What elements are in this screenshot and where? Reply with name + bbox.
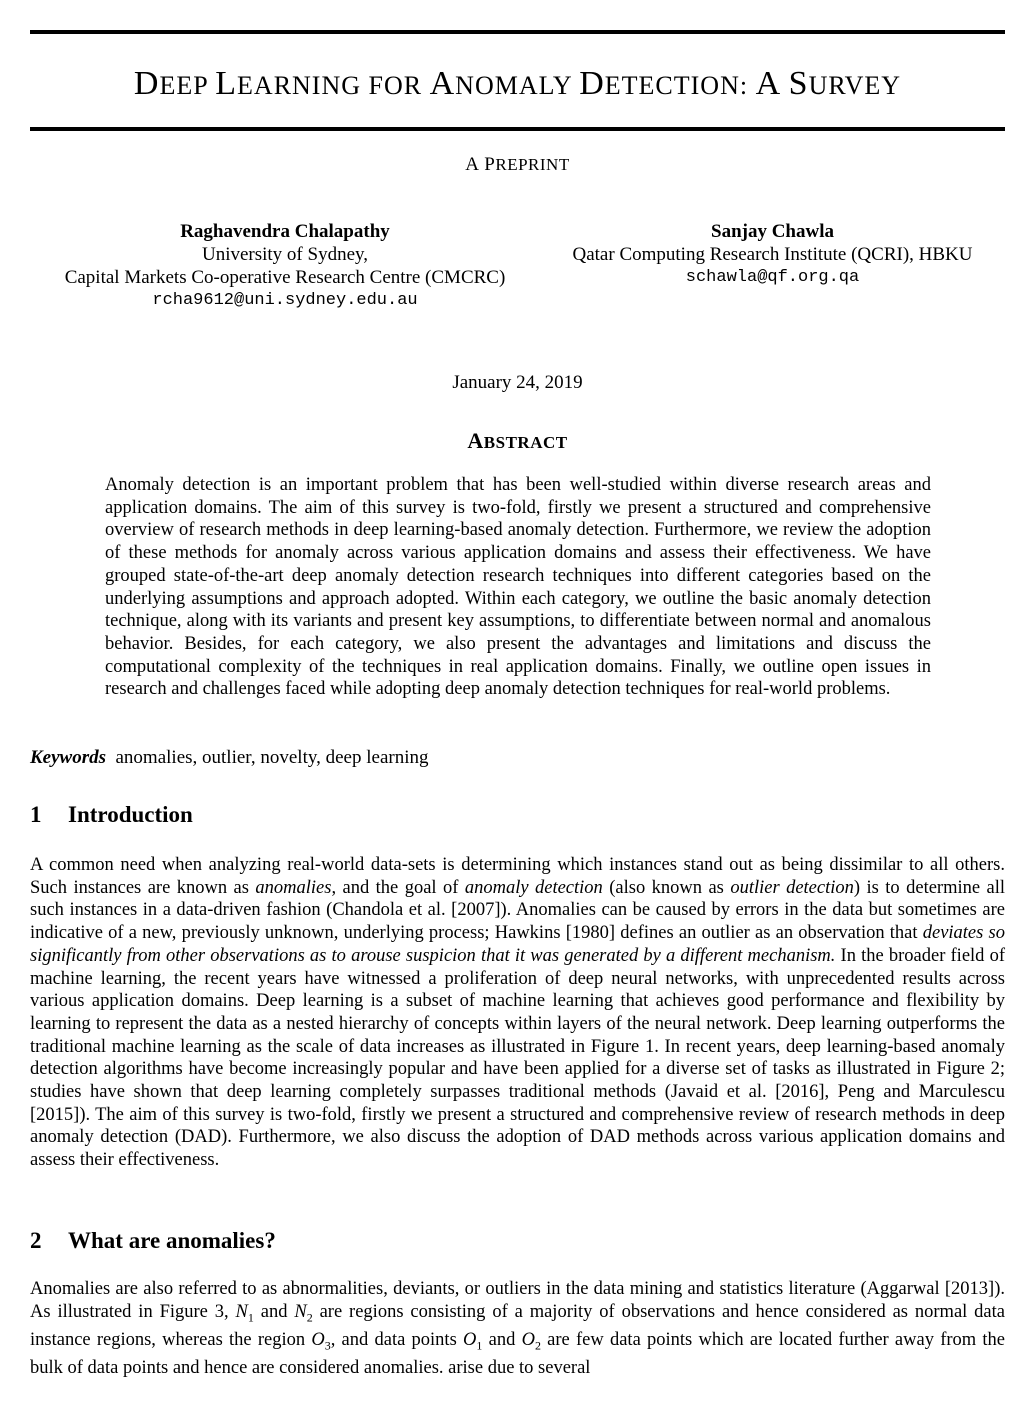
- math-var: N: [294, 1301, 307, 1322]
- paper-date: January 24, 2019: [452, 372, 583, 393]
- preprint-text: REPRINT: [495, 155, 570, 174]
- para-text: (also known as: [602, 877, 731, 898]
- para-text: Anomalies are also referred to as abnormalities, deviants, or outliers in the data mining and statistics literature (Aggarwal [2013]). As illustrated in Figure 3,: [30, 1279, 1005, 1322]
- emphasis-text: anomaly detection: [464, 877, 603, 898]
- para-text: are few data points which are located further away from the bulk of data points and hence are considered anomalies. arise due to several: [30, 1330, 1005, 1379]
- math-subscript: 1: [476, 1338, 483, 1353]
- para-text: A common need when analyzing real-world data-sets is determining which instances stand out as being dissimilar to all others. Such instances are known as: [30, 855, 1005, 898]
- keywords-text: anomalies, outlier, novelty, deep learning: [115, 747, 429, 768]
- math-symbol: [235, 1301, 254, 1325]
- title-char: L: [215, 65, 238, 102]
- anomalies-paragraph: [30, 1278, 1005, 1380]
- emphasis-text: deviates so significantly from other observations as to arouse suspicion that it was generated by a different mechanism.: [30, 923, 1005, 966]
- top-rule: [30, 30, 1005, 34]
- section-number: 1: [30, 802, 42, 827]
- math-subscript: 1: [247, 1310, 254, 1325]
- para-text: In the broader field of machine learning, the recent years have witnessed a proliferation of deep neural networks, with unprecedented results across various application domains. Deep learning is a subset of machine learning that achieves good performance and flexibility by learning to represent the data as a nested hierarchy of concepts within layers of the neural network. Deep learning outperforms the traditional machine learning as the scale of data increases as illustrated in Figure 1. In recent years, deep learning-based anomaly detection algorithms have become increasingly popular and have been applied for a diverse set of tasks as illustrated in Figure 2; studies have shown that deep learning completely surpasses traditional methods (Javaid et al. [2016], Peng and Marculescu [2015]). The aim of this survey is two-fold, firstly we present a structured and comprehensive review of research methods in deep anomaly detection (DAD). Furthermore, we also discuss the adoption of DAD methods across various application domains and assess their effectiveness.: [30, 945, 1005, 1171]
- author-block-1: [30, 220, 540, 312]
- author-name: Raghavendra Chalapathy: [180, 221, 390, 242]
- para-text: and: [253, 1301, 295, 1322]
- para-text: , and data points: [330, 1330, 464, 1351]
- author-email[interactable]: schawla@qf.org.qa: [685, 268, 860, 287]
- title-char: D: [579, 65, 605, 102]
- math-symbol: [294, 1301, 313, 1325]
- title-char: A: [429, 65, 456, 102]
- para-text: and: [482, 1330, 522, 1351]
- emphasis-text: outlier detection: [730, 877, 854, 898]
- section-number: 2: [30, 1228, 42, 1253]
- preprint-label: [0, 154, 1035, 176]
- bottom-rule: [30, 127, 1005, 131]
- author-affiliation: University of Sydney,: [201, 244, 369, 265]
- math-symbol: [311, 1330, 331, 1353]
- math-var: O: [463, 1330, 477, 1351]
- title-text: NOMALY: [455, 71, 572, 100]
- math-symbol: [463, 1330, 483, 1353]
- author-affiliation: Qatar Computing Research Institute (QCRI), HBKU: [572, 244, 973, 265]
- math-var: O: [521, 1330, 535, 1351]
- title-char: D: [133, 65, 160, 102]
- section-title: What are anomalies?: [68, 1228, 276, 1253]
- abstract-heading-char: A: [467, 428, 484, 453]
- math-var: N: [235, 1301, 248, 1322]
- author-email[interactable]: rcha9612@uni.sydney.edu.au: [152, 291, 418, 310]
- emphasis-text: anomalies: [255, 877, 332, 898]
- section-title: Introduction: [68, 802, 193, 827]
- author-name: Sanjay Chawla: [711, 221, 834, 242]
- math-subscript: 2: [306, 1310, 313, 1325]
- math-subscript: 3: [324, 1338, 331, 1353]
- keywords: [30, 747, 429, 769]
- section-heading-introduction: [30, 802, 193, 828]
- math-subscript: 2: [534, 1338, 541, 1353]
- title-text: URVEY: [808, 71, 902, 100]
- abstract-heading: [0, 428, 1035, 454]
- para-text: are regions consisting of a majority of observations and hence considered as normal data instance regions, whereas the region: [30, 1301, 1005, 1351]
- math-var: O: [311, 1330, 325, 1351]
- preprint-char: A: [465, 154, 480, 175]
- title-text: EEP: [159, 71, 208, 100]
- author-affiliation: Capital Markets Co-operative Research Centre (CMCRC): [64, 267, 506, 288]
- para-text: , and the goal of: [331, 877, 465, 898]
- preprint-char: P: [484, 154, 496, 175]
- title-text: FOR: [368, 71, 423, 100]
- para-text: ) is to determine all such instances in a data-driven fashion (Chandola et al. [2007]). Anomalies can be caused by errors in the data but sometimes are indicative of a new, previously unknown, underlying process; Hawkins [1980] defines an outlier as an observation that: [30, 877, 1005, 944]
- title-text: EARNING: [237, 71, 362, 100]
- paper-title: [30, 64, 1005, 106]
- abstract-heading-text: BSTRACT: [483, 433, 568, 452]
- author-block-2: [540, 220, 1005, 289]
- section-heading-anomalies: [30, 1228, 276, 1254]
- title-char: A: [755, 65, 782, 102]
- math-symbol: [521, 1330, 541, 1353]
- abstract-text: Anomaly detection is an important problem that has been well-studied within diverse research areas and application domains. The aim of this survey is two-fold, firstly we present a structured and comprehensive overview of research methods in deep learning-based anomaly detection. Furthermore, we review the adoption of these methods for anomaly across various application domains and assess their effectiveness. We have grouped state-of-the-art deep anomaly detection research techniques into different categories based on the underlying assumptions and approach adopted. Within each category, we outline the basic anomaly detection technique, along with its variants and present key assumptions, to differentiate between normal and anomalous behavior. Besides, for each category, we also present the advantages and limitations and discuss the computational complexity of the techniques in real application domains. Finally, we outline open issues in research and challenges faced while adopting deep anomaly detection techniques for real-world problems.: [105, 475, 931, 700]
- title-char: S: [788, 65, 809, 102]
- title-text: ETECTION:: [604, 71, 749, 100]
- keywords-label: Keywords: [30, 747, 106, 768]
- introduction-paragraph: [30, 854, 1005, 1172]
